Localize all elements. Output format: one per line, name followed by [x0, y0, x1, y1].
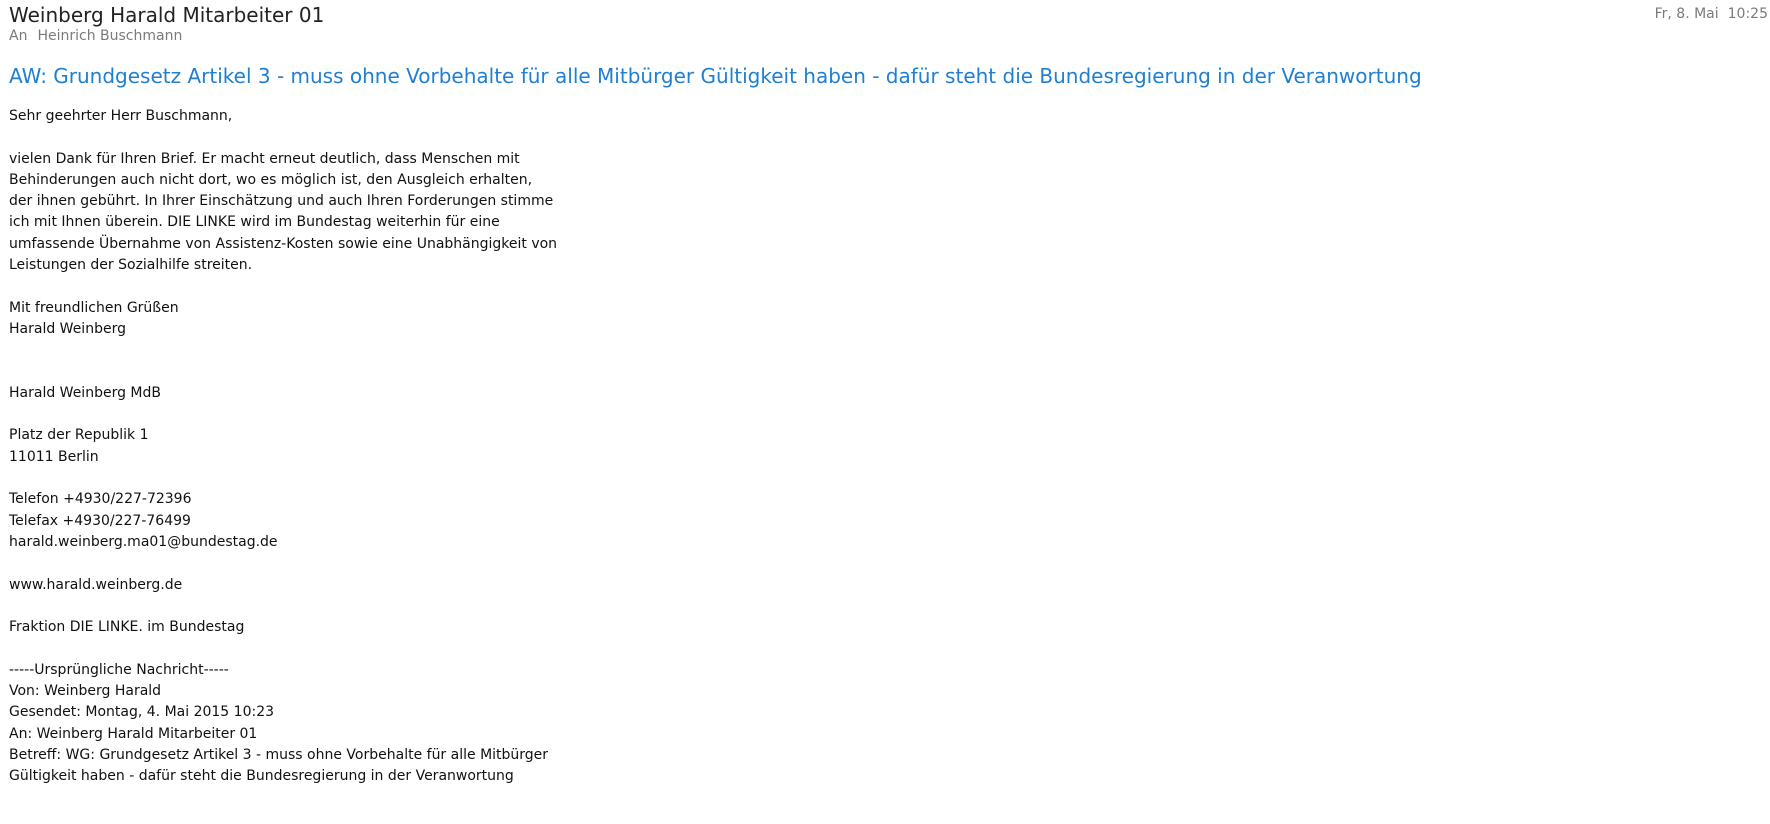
message-time: 10:25: [1727, 6, 1768, 22]
body-line: [9, 127, 557, 148]
body-line: 11011 Berlin: [9, 448, 99, 465]
to-label: An: [9, 28, 28, 44]
body-line: Leistungen der Sozialhilfe streiten.: [9, 257, 253, 274]
body-line: Mit freundlichen Grüßen: [9, 299, 179, 316]
body-line: [9, 276, 557, 297]
message-datetime: [1655, 6, 1768, 22]
message-date: Fr, 8. Mai: [1654, 6, 1719, 22]
body-line: Sehr geehrter Herr Buschmann,: [9, 108, 233, 124]
body-line: der ihnen gebührt. In Ihrer Einschätzung und auch Ihren Forderungen stimme: [9, 193, 554, 210]
body-line: [9, 362, 557, 383]
message-header: [9, 2, 1770, 44]
recipient-name[interactable]: Heinrich Buschmann: [37, 28, 183, 44]
body-line: umfassende Übernahme von Assistenz-Kosten sowie eine Unabhängigkeit von: [9, 235, 558, 252]
body-line: Behinderungen auch nicht dort, wo es möglich ist, den Ausgleich erhalten,: [9, 171, 533, 188]
body-line: vielen Dank für Ihren Brief. Er macht erneut deutlich, dass Menschen mit: [9, 150, 520, 167]
body-line: Betreff: WG: Grundgesetz Artikel 3 - muss ohne Vorbehalte für alle Mitbürger: [9, 746, 549, 763]
body-line: Harald Weinberg MdB: [9, 384, 161, 401]
message-body: [9, 106, 557, 788]
body-line: [9, 340, 557, 361]
body-line: An: Weinberg Harald Mitarbeiter 01: [9, 725, 258, 742]
body-line: Telefon +4930/227-72396: [9, 491, 192, 508]
body-line: Gültigkeit haben - dafür steht die Bundesregierung in der Veranwortung: [9, 768, 514, 785]
message-subject: AW: Grundgesetz Artikel 3 - muss ohne Vorbehalte für alle Mitbürger Gültigkeit haben - dafür steht die Bundesregierung in der Veranwortung: [9, 64, 1422, 88]
body-line: Von: Weinberg Harald: [9, 683, 162, 700]
sender-name[interactable]: Weinberg Harald Mitarbeiter 01: [9, 3, 325, 27]
body-line: Telefax +4930/227-76499: [9, 512, 191, 529]
body-line: [9, 553, 557, 574]
body-line: [9, 638, 557, 659]
body-line: Fraktion DIE LINKE. im Bundestag: [9, 619, 245, 636]
body-line: Gesendet: Montag, 4. Mai 2015 10:23: [9, 704, 275, 721]
body-line: harald.weinberg.ma01@bundestag.de: [9, 533, 278, 550]
body-line: Platz der Republik 1: [9, 427, 149, 444]
body-line: -----Ursprüngliche Nachricht-----: [9, 661, 229, 678]
body-line: www.harald.weinberg.de: [9, 576, 183, 593]
body-line: [9, 404, 557, 425]
body-line: [9, 468, 557, 489]
recipient-line: [9, 28, 1770, 44]
body-line: [9, 596, 557, 617]
body-line: Harald Weinberg: [9, 320, 126, 337]
body-line: ich mit Ihnen überein. DIE LINKE wird im Bundestag weiterhin für eine: [9, 214, 500, 231]
